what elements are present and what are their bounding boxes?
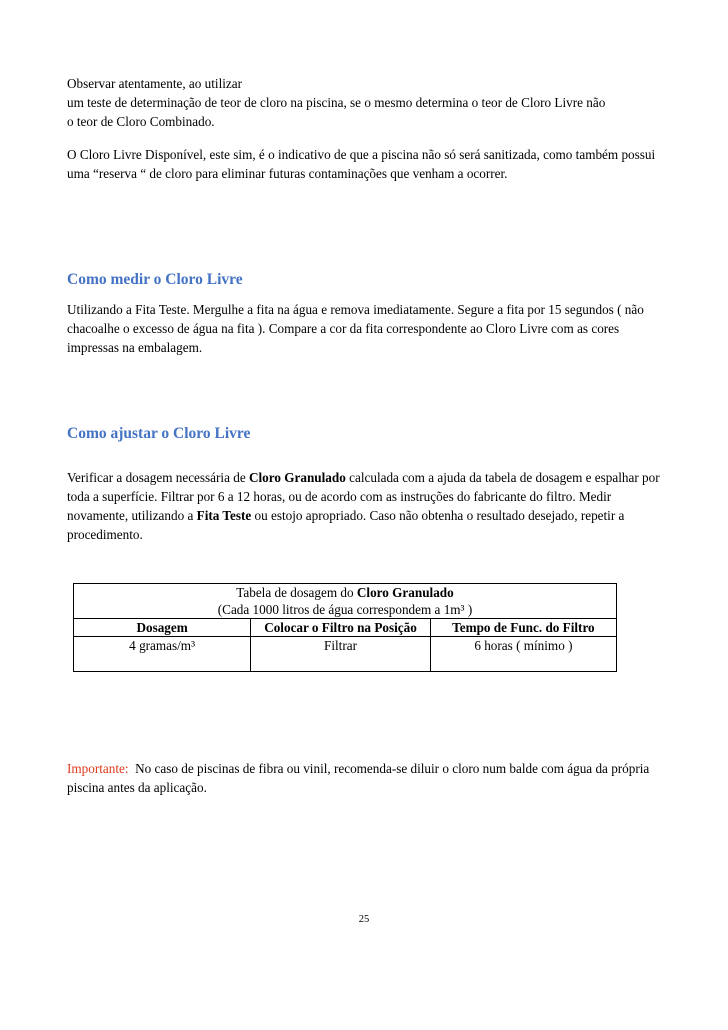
table-title-cell: [74, 584, 617, 619]
ajustar-text-3: ou estojo apropriado. Caso não obtenha o resultado desejado, repetir a procedimento.: [67, 508, 625, 542]
table-title-prefix: Tabela de dosagem do: [236, 585, 357, 600]
header-filtro-label: Colocar o Filtro na Posição: [264, 620, 417, 635]
intro-line: Observar atentamente, ao utilizar: [67, 76, 243, 91]
medir-paragraph: Utilizando a Fita Teste. Mergulhe a fita na água e remova imediatamente. Segure a fita por 15 segundos ( não chacoalhe o excesso de água na fita ). Compare a cor da fita correspondente ao Cloro Livre com as cores impressas na embalagem.: [67, 302, 644, 355]
table-title-bold: Cloro Granulado: [356, 585, 454, 600]
reserva-paragraph: O Cloro Livre Disponível, este sim, é o indicativo de que a piscina não só será sanitizada, como também possui uma “reserva “ de cloro para eliminar futuras contaminações que venham a ocorrer.: [67, 147, 656, 181]
intro-paragraph: [67, 74, 667, 131]
table-row: [74, 637, 617, 672]
cell-tempo: 6 horas ( mínimo ): [430, 637, 616, 672]
cell-filtro: Filtrar: [251, 637, 431, 672]
heading-ajustar: Como ajustar o Cloro Livre: [67, 425, 251, 442]
importante-paragraph: [67, 759, 667, 797]
importante-label: Importante:: [67, 761, 129, 776]
dosage-table: [73, 583, 617, 672]
intro-line: o teor de Cloro Combinado.: [67, 114, 215, 129]
ajustar-bold-cloro: Cloro Granulado: [248, 470, 346, 485]
header-dosagem: [74, 619, 251, 637]
ajustar-paragraph: [67, 468, 667, 544]
ajustar-bold-fita: Fita Teste: [196, 508, 252, 523]
table-header-row: [74, 619, 617, 637]
header-tempo-label: Tempo de Func. do Filtro: [452, 620, 595, 635]
header-dosagem-label: Dosagem: [136, 620, 188, 635]
table-title-row: [74, 584, 617, 619]
page-number: 25: [358, 914, 370, 925]
table-title: [78, 584, 612, 601]
heading-medir: Como medir o Cloro Livre: [67, 271, 243, 288]
ajustar-text-1: Verificar a dosagem necessária de: [67, 470, 249, 485]
header-tempo: [430, 619, 616, 637]
header-filtro: [251, 619, 431, 637]
cell-dosagem: 4 gramas/m³: [74, 637, 251, 672]
importante-text: No caso de piscinas de fibra ou vinil, recomenda-se diluir o cloro num balde com água da própria piscina antes da aplicação.: [67, 761, 653, 795]
ajustar-text-2: calculada com a ajuda da tabela de dosagem e espalhar por toda a superfície. Filtrar por 6 a 12 horas, ou de acordo com as instruções do fabricante do filtro. Medir novamente, utilizando a: [67, 470, 660, 523]
table-subtitle: (Cada 1000 litros de água correspondem a 1m³ ): [217, 602, 473, 617]
intro-line: um teste de determinação de teor de cloro na piscina, se o mesmo determina o teor de Cloro Livre não: [67, 95, 606, 110]
